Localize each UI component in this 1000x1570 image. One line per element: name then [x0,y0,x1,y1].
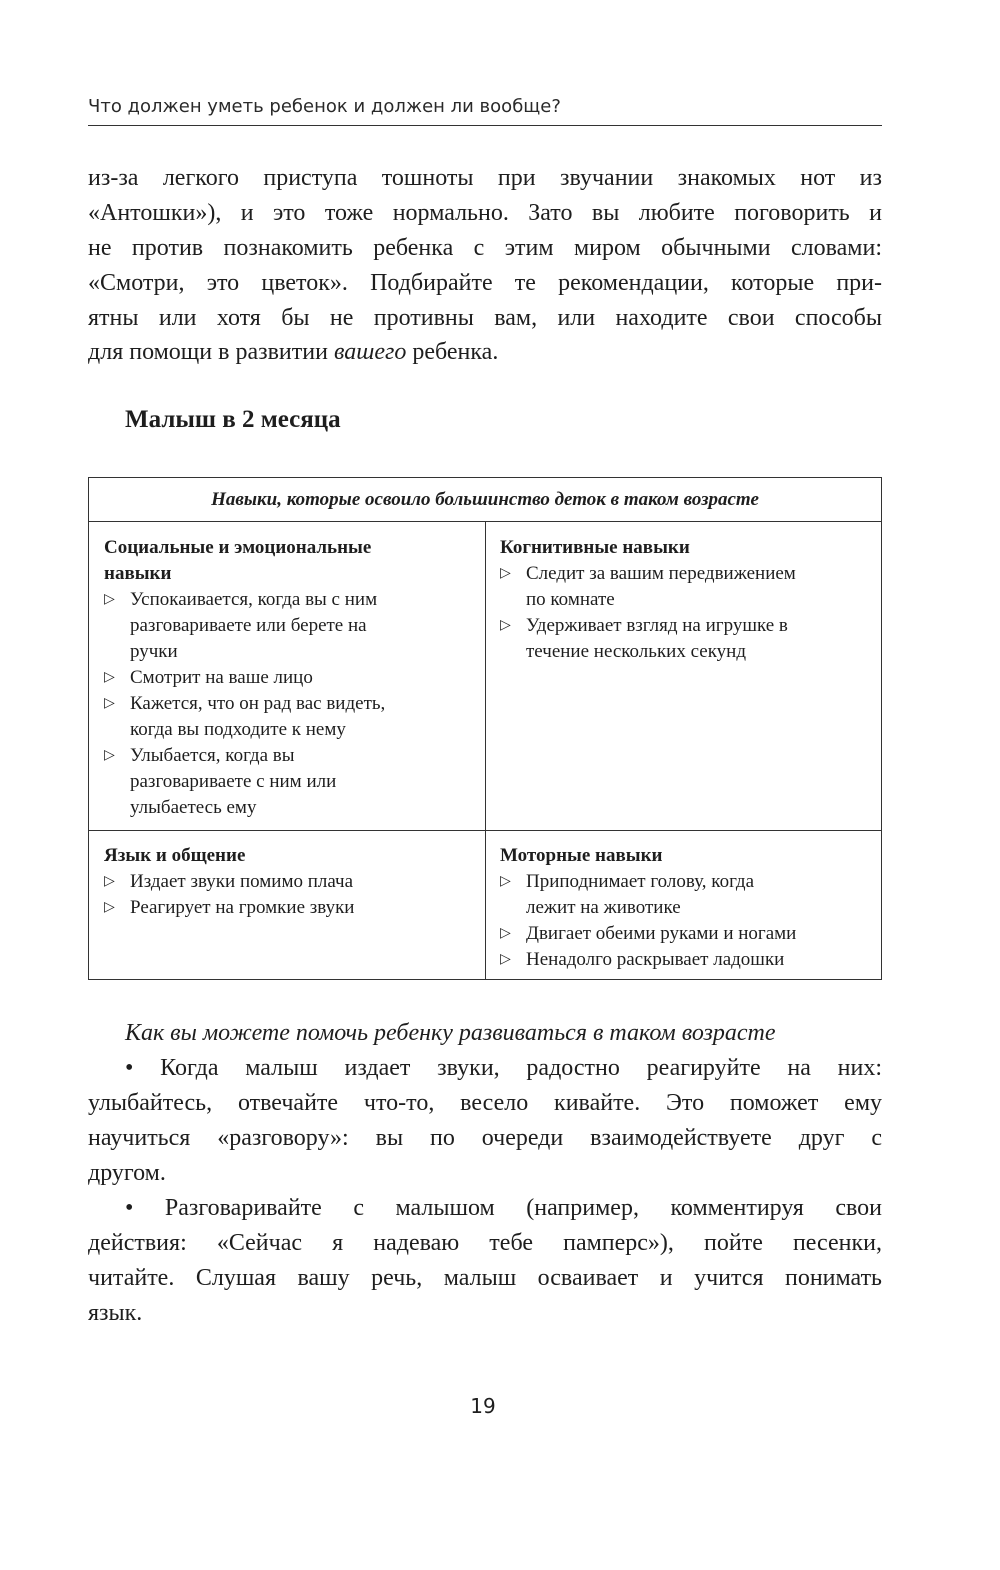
text: ребенка. [406,339,499,365]
emphasis: вашего [333,339,407,365]
list-item-text: Приподнимает голову, когда лежит на животике [526,871,755,918]
list-item-text: Издает звуки помимо плача [130,871,354,892]
intro-last-line [88,335,882,370]
intro-line: «Смотри, это цветок». Подбирайте те рекомендации, которые при- [88,270,882,296]
cell-language [104,843,474,921]
list-item-text: Двигает обеими руками и ногами [526,923,797,944]
triangle-bullet-icon: ▷ [104,670,115,685]
running-header: Что должен уметь ребенок и должен ли вообще? [88,96,561,117]
page-number: 19 [470,1394,496,1418]
header-rule [88,125,882,126]
triangle-bullet-icon: ▷ [500,926,511,941]
list-item-text: Ненадолго раскрывает ладошки [526,949,785,970]
list-item [500,613,880,665]
help-line: улыбайтесь, отвечайте что-то, весело кивайте. Это поможет ему [88,1090,882,1116]
text: для помощи в развитии [88,339,334,365]
cell-title: Когнитивные навыки [500,537,690,558]
list-item [104,587,474,665]
list-item [104,691,474,743]
triangle-bullet-icon: ▷ [500,618,511,633]
list-item [104,665,474,691]
cell-cognitive [500,535,880,665]
list-item [500,869,880,921]
list-item-text: Кажется, что он рад вас видеть, когда вы подходите к нему [130,693,386,740]
skills-table [88,477,882,980]
triangle-bullet-icon: ▷ [500,874,511,889]
help-line: язык. [88,1300,143,1326]
list-item [104,869,474,895]
triangle-bullet-icon: ▷ [104,874,115,889]
intro-line: ятны или хотя бы не противны вам, или находите свои способы [88,305,882,331]
cell-title: Язык и общение [104,845,246,866]
list-item-text: Улыбается, когда вы разговариваете с ним или улыбаетесь ему [130,745,337,818]
list-item [104,743,474,821]
list-item-text: Следит за вашим передвижением по комнате [526,563,796,610]
help-line: действия: «Сейчас я надеваю тебе памперс»), пойте песенки, [88,1230,882,1256]
triangle-bullet-icon: ▷ [104,748,115,763]
triangle-bullet-icon: ▷ [104,592,115,607]
cell-motor [500,843,880,973]
list-item [104,895,474,921]
list-item [500,947,880,973]
cell-title: Моторные навыки [500,845,663,866]
intro-line: из-за легкого приступа тошноты при звучании знакомых нот из [88,165,882,191]
help-line: • Разговаривайте с малышом (например, комментируя свои [125,1195,882,1221]
list-item-text: Реагирует на громкие звуки [130,897,355,918]
list-item [500,561,880,613]
list-item-text: Успокаивается, когда вы с ним разговариваете или берете на ручки [130,589,378,662]
row-divider [89,830,881,831]
triangle-bullet-icon: ▷ [104,696,115,711]
list-item-text: Смотрит на ваше лицо [130,667,313,688]
triangle-bullet-icon: ▷ [104,900,115,915]
column-divider [485,522,486,980]
cell-title: Социальные и эмоциональные навыки [104,537,372,584]
section-title: Малыш в 2 месяца [125,406,341,433]
intro-line: не против познакомить ребенка с этим миром обычными словами: [88,235,882,261]
help-line: • Когда малыш издает звуки, радостно реагируйте на них: [125,1055,882,1081]
list-item-text: Удерживает взгляд на игрушке в течение нескольких секунд [526,615,788,662]
triangle-bullet-icon: ▷ [500,952,511,967]
list-item [500,921,880,947]
help-line: читайте. Слушая вашу речь, малыш осваивает и учится понимать [88,1265,882,1291]
table-header: Навыки, которые освоило большинство деток в таком возрасте [89,478,881,522]
help-title: Как вы можете помочь ребенку развиваться в таком возрасте [125,1020,776,1046]
cell-social [104,535,474,821]
triangle-bullet-icon: ▷ [500,566,511,581]
help-line: научиться «разговору»: вы по очереди взаимодействуете друг с [88,1125,882,1151]
help-line: другом. [88,1160,166,1186]
intro-line: «Антошки»), и это тоже нормально. Зато вы любите поговорить и [88,200,882,226]
